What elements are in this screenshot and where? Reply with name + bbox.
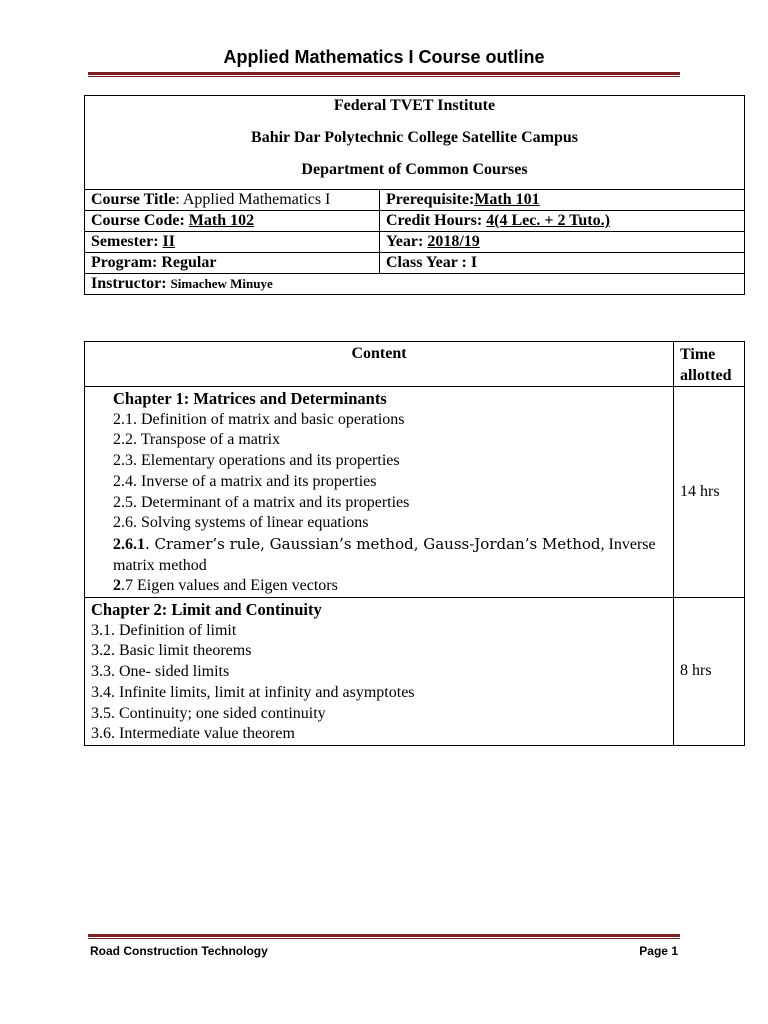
program-cell: Program: Regular — [85, 253, 380, 274]
course-info-table — [84, 95, 745, 295]
chapter1-content — [85, 387, 674, 598]
chapter1-item: 2.3. Elementary operations and its properties — [113, 452, 400, 470]
credit-hours-cell — [380, 211, 745, 232]
prerequisite-cell — [380, 190, 745, 211]
instructor-value: Simachew Minuye — [170, 276, 273, 291]
instructor-label: Instructor: — [91, 275, 171, 292]
chapter2-item: 3.6. Intermediate value theorem — [91, 725, 295, 743]
chapter1-item: 2.5. Determinant of a matrix and its properties — [113, 493, 410, 511]
college-name: Bahir Dar Polytechnic College Satellite Campus — [251, 129, 578, 146]
prerequisite-label: Prerequisite: — [386, 191, 475, 208]
credit-hours-label: Credit Hours: — [386, 212, 487, 229]
course-title-label: Course Title — [91, 191, 176, 208]
semester-label: Semester: — [91, 233, 163, 250]
chapter1-item: 2.6. Solving systems of linear equations — [113, 514, 369, 532]
year-label: Year: — [386, 233, 428, 250]
chapter1-item: 2.2. Transpose of a matrix — [113, 431, 281, 449]
department-name: Department of Common Courses — [301, 161, 528, 178]
item-2-6-1-number: 2.6.1 — [113, 535, 145, 553]
chapter1-time: 14 hrs — [674, 387, 745, 598]
header-rule — [88, 72, 680, 77]
item-2-6-1-rest: , Inverse matrix method — [113, 535, 656, 574]
chapter1-item: 2.4. Inverse of a matrix and its properties — [113, 472, 377, 490]
page-title: Applied Mathematics I Course outline — [223, 47, 545, 67]
chapter2-item: 3.2. Basic limit theorems — [91, 642, 252, 660]
semester-value: II — [162, 233, 175, 250]
course-title-cell — [85, 190, 380, 211]
year-cell — [380, 232, 745, 253]
footer-rule — [88, 934, 680, 939]
semester-cell — [85, 232, 380, 253]
chapter1-item-2-7 — [113, 576, 667, 597]
year-value: 2018/19 — [427, 233, 480, 250]
credit-hours-value: 4(4 Lec. + 2 Tuto.) — [486, 212, 610, 229]
content-header: Content — [85, 342, 674, 387]
class-year-cell: Class Year : I — [380, 253, 745, 274]
chapter2-time: 8 hrs — [674, 598, 745, 746]
course-code-cell — [85, 211, 380, 232]
chapter1-title: Chapter 1: Matrices and Determinants — [113, 389, 387, 408]
chapter2-item: 3.3. One- sided limits — [91, 663, 230, 681]
item-2-7-text: .7 Eigen values and Eigen vectors — [121, 577, 338, 595]
chapter2-title: Chapter 2: Limit and Continuity — [91, 600, 322, 620]
chapter1-item: 2.1. Definition of matrix and basic operations — [113, 410, 405, 428]
course-title-value: : Applied Mathematics I — [175, 191, 331, 208]
chapter2-item: 3.4. Infinite limits, limit at infinity and asymptotes — [91, 683, 415, 701]
page-number: Page 1 — [639, 944, 678, 958]
instructor-cell — [85, 274, 745, 295]
chapter2-item: 3.5. Continuity; one sided continuity — [91, 704, 326, 722]
prerequisite-value: Math 101 — [474, 191, 540, 208]
course-code-label: Course Code: — [91, 212, 189, 229]
institution-header — [85, 96, 745, 190]
institution-name: Federal TVET Institute — [333, 97, 496, 114]
course-content-table — [84, 341, 745, 746]
time-header-line2: allotted — [680, 367, 732, 384]
time-header-line1: Time — [680, 346, 716, 363]
footer-department: Road Construction Technology — [90, 944, 268, 958]
item-2-7-number: 2 — [113, 577, 121, 595]
time-header — [674, 342, 745, 387]
chapter1-item-2-6-1 — [113, 534, 667, 576]
chapter2-item: 3.1. Definition of limit — [91, 621, 237, 639]
chapter2-content — [85, 598, 674, 746]
course-code-value: Math 102 — [188, 212, 255, 229]
item-2-6-1-methods: . Cramer’s rule, Gaussian’s method, Gauss-Jordan’s Method — [145, 534, 601, 553]
